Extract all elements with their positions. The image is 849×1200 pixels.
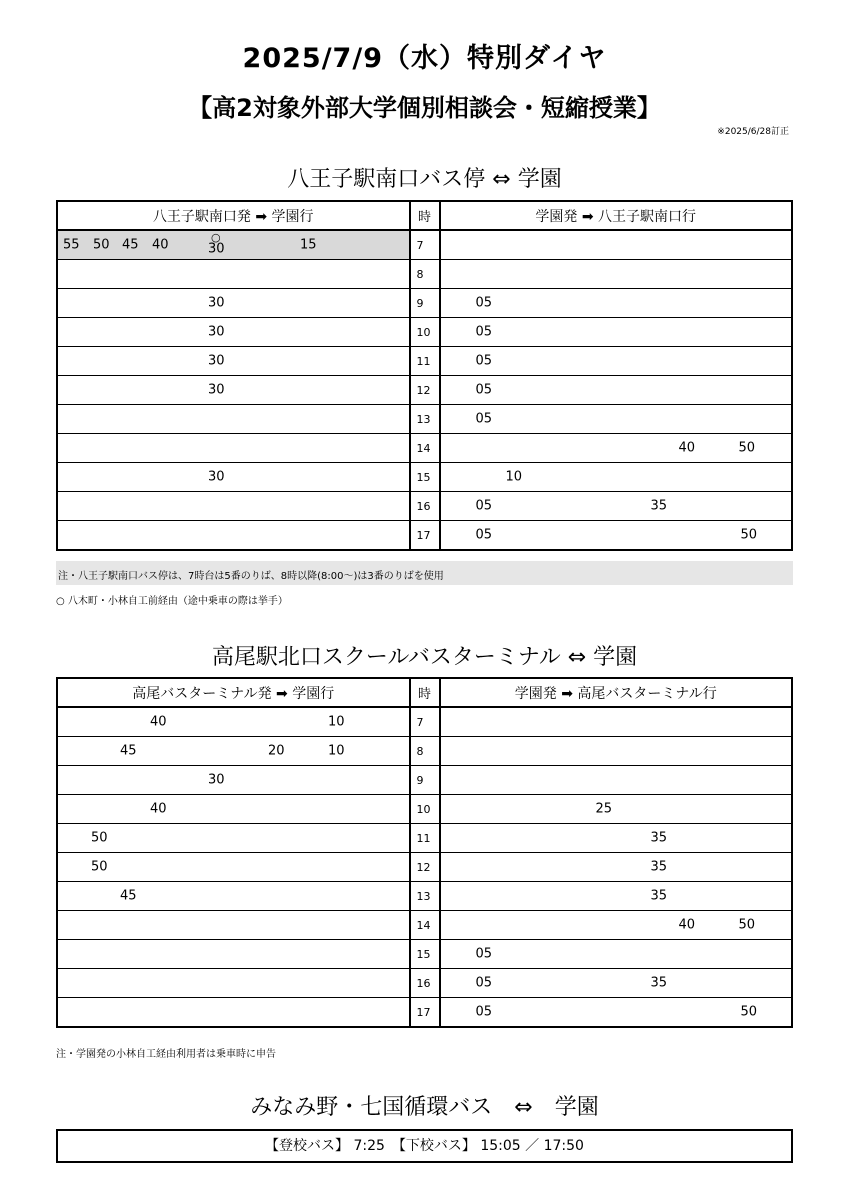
takao-from-minute: 40: [678, 917, 696, 933]
takao-hour-cell: 9: [410, 766, 440, 795]
hachioji-to-minute: 30: [208, 353, 225, 369]
hachioji-row-10: [57, 318, 792, 347]
hachioji-to-minute: 30: [208, 241, 225, 257]
hachioji-note-1: [56, 561, 793, 585]
hachioji-to-cell-12: [57, 376, 410, 405]
takao-to-minute: 45: [120, 743, 137, 759]
hachioji-section-title: 八王子駅南口バス停 ⇔ 学園: [287, 167, 562, 192]
takao-from-cell-12: [440, 853, 793, 882]
takao-to-cell-17: [57, 998, 410, 1028]
takao-hour-cell: 12: [410, 853, 440, 882]
hachioji-col-hour-header: 時: [410, 201, 440, 230]
hachioji-to-minute: 15: [300, 237, 317, 253]
hachioji-row-11: [57, 347, 792, 376]
takao-col-from-header: 学園発 ➡ 高尾バスターミナル行: [440, 678, 793, 707]
hachioji-from-minute: 40: [678, 440, 696, 456]
takao-from-minute: 05: [475, 975, 493, 991]
revision-note: ※2025/6/28訂正: [717, 127, 789, 137]
takao-from-cell-9: [440, 766, 793, 795]
takao-row-13: [57, 882, 792, 911]
takao-to-cell-12: [57, 853, 410, 882]
takao-row-7: [57, 707, 792, 737]
takao-from-cell-15: [440, 940, 793, 969]
loop-section-title: みなみ野・七国循環バス ⇔ 学園: [250, 1095, 599, 1120]
takao-hour-cell: 11: [410, 824, 440, 853]
hachioji-from-cell-17: [440, 521, 793, 551]
takao-row-14: [57, 911, 792, 940]
hachioji-to-minute: 40: [152, 237, 169, 253]
takao-from-minute: 50: [740, 1004, 758, 1020]
hachioji-note-2: ○ 八木町・小林自工前経由（途中乗車の際は挙手）: [56, 596, 288, 607]
hachioji-to-cell-7: [57, 230, 410, 260]
hachioji-to-cell-17: [57, 521, 410, 551]
hachioji-from-minute: 05: [475, 382, 493, 398]
takao-row-11: [57, 824, 792, 853]
takao-row-8: [57, 737, 792, 766]
hachioji-from-minute: 05: [475, 353, 493, 369]
hachioji-row-15: [57, 463, 792, 492]
hachioji-to-minute: 30: [208, 324, 225, 340]
hachioji-col-from-header: 学園発 ➡ 八王子駅南口行: [440, 201, 793, 230]
hachioji-row-7: [57, 230, 792, 260]
takao-row-9: [57, 766, 792, 795]
hachioji-row-12: [57, 376, 792, 405]
takao-from-minute: 25: [595, 801, 613, 817]
hachioji-to-minute: 30: [208, 382, 225, 398]
hachioji-hour-cell: 10: [410, 318, 440, 347]
takao-to-minute: 50: [91, 830, 108, 846]
hachioji-from-minute: 50: [740, 527, 758, 543]
hachioji-hour-cell: 13: [410, 405, 440, 434]
takao-from-cell-8: [440, 737, 793, 766]
takao-hour-cell: 14: [410, 911, 440, 940]
takao-to-cell-16: [57, 969, 410, 998]
takao-to-minute: 10: [328, 743, 345, 759]
hachioji-from-cell-14: [440, 434, 793, 463]
takao-row-12: [57, 853, 792, 882]
takao-to-minute: 45: [120, 888, 137, 904]
hachioji-row-14: [57, 434, 792, 463]
takao-timetable: [56, 677, 793, 1028]
hachioji-hour-cell: 17: [410, 521, 440, 551]
takao-to-cell-10: [57, 795, 410, 824]
hachioji-to-cell-13: [57, 405, 410, 434]
takao-to-minute: 10: [328, 714, 345, 730]
hachioji-note-1-text: 注・八王子駅南口バス停は、7時台は5番のりば、8時以降(8:00～)は3番のりばを使用: [58, 571, 444, 582]
hachioji-hour-cell: 16: [410, 492, 440, 521]
takao-to-minute: 40: [150, 801, 167, 817]
takao-hour-cell: 17: [410, 998, 440, 1028]
hachioji-from-cell-16: [440, 492, 793, 521]
takao-from-cell-13: [440, 882, 793, 911]
hachioji-to-cell-14: [57, 434, 410, 463]
takao-from-cell-7: [440, 707, 793, 737]
hachioji-from-cell-10: [440, 318, 793, 347]
takao-from-cell-10: [440, 795, 793, 824]
hachioji-from-minute: 10: [505, 469, 523, 485]
hachioji-hour-cell: 15: [410, 463, 440, 492]
hachioji-hour-cell: 9: [410, 289, 440, 318]
hachioji-from-cell-11: [440, 347, 793, 376]
takao-to-cell-9: [57, 766, 410, 795]
takao-hour-cell: 8: [410, 737, 440, 766]
via-yagi-circle-mark: ○: [211, 231, 221, 244]
takao-row-16: [57, 969, 792, 998]
hachioji-from-cell-8: [440, 260, 793, 289]
takao-to-cell-13: [57, 882, 410, 911]
takao-to-minute: 50: [91, 859, 108, 875]
hachioji-from-minute: 50: [738, 440, 756, 456]
hachioji-hour-cell: 8: [410, 260, 440, 289]
hachioji-row-9: [57, 289, 792, 318]
takao-to-minute: 20: [268, 743, 285, 759]
hachioji-to-minute: 30: [208, 469, 225, 485]
hachioji-from-minute: 35: [650, 498, 668, 514]
takao-to-minute: 30: [208, 772, 225, 788]
takao-from-minute: 50: [738, 917, 756, 933]
hachioji-from-minute: 05: [475, 498, 493, 514]
hachioji-from-cell-13: [440, 405, 793, 434]
takao-col-hour-header: 時: [410, 678, 440, 707]
takao-from-cell-11: [440, 824, 793, 853]
takao-hour-cell: 10: [410, 795, 440, 824]
page-title: 2025/7/9（水）特別ダイヤ: [242, 43, 607, 74]
hachioji-from-cell-15: [440, 463, 793, 492]
hachioji-to-cell-15: [57, 463, 410, 492]
takao-to-cell-7: [57, 707, 410, 737]
takao-from-minute: 35: [650, 975, 668, 991]
takao-row-10: [57, 795, 792, 824]
hachioji-to-cell-8: [57, 260, 410, 289]
takao-from-minute: 35: [650, 830, 668, 846]
hachioji-col-to-header: 八王子駅南口発 ➡ 学園行: [57, 201, 410, 230]
hachioji-from-minute: 05: [475, 295, 493, 311]
takao-from-minute: 35: [650, 859, 668, 875]
takao-from-minute: 05: [475, 946, 493, 962]
takao-from-minute: 35: [650, 888, 668, 904]
hachioji-to-minute: 55: [63, 237, 80, 253]
hachioji-from-minute: 05: [475, 324, 493, 340]
hachioji-row-17: [57, 521, 792, 551]
takao-hour-cell: 15: [410, 940, 440, 969]
hachioji-hour-cell: 12: [410, 376, 440, 405]
hachioji-from-minute: 05: [475, 527, 493, 543]
hachioji-hour-cell: 11: [410, 347, 440, 376]
takao-from-minute: 05: [475, 1004, 493, 1020]
takao-from-cell-17: [440, 998, 793, 1028]
hachioji-from-cell-9: [440, 289, 793, 318]
hachioji-row-13: [57, 405, 792, 434]
takao-from-cell-16: [440, 969, 793, 998]
takao-to-cell-11: [57, 824, 410, 853]
hachioji-from-cell-7: [440, 230, 793, 260]
hachioji-row-16: [57, 492, 792, 521]
takao-to-minute: 40: [150, 714, 167, 730]
takao-col-to-header: 高尾バスターミナル発 ➡ 学園行: [57, 678, 410, 707]
takao-note-1: 注・学園発の小林自工経由利用者は乗車時に申告: [56, 1049, 276, 1060]
hachioji-hour-cell: 7: [410, 230, 440, 260]
hachioji-row-8: [57, 260, 792, 289]
takao-hour-cell: 13: [410, 882, 440, 911]
takao-from-cell-14: [440, 911, 793, 940]
hachioji-timetable: [56, 200, 793, 551]
hachioji-to-minute: 30: [208, 295, 225, 311]
hachioji-hour-cell: 14: [410, 434, 440, 463]
takao-section-title: 高尾駅北口スクールバスターミナル ⇔ 学園: [211, 645, 638, 670]
loop-bus-info: 【登校バス】 7:25 【下校バス】 15:05 ／ 17:50: [56, 1129, 793, 1163]
hachioji-to-cell-10: [57, 318, 410, 347]
takao-row-17: [57, 998, 792, 1028]
takao-to-cell-14: [57, 911, 410, 940]
hachioji-to-minute: 45: [122, 237, 139, 253]
hachioji-to-cell-16: [57, 492, 410, 521]
hachioji-to-minute: 50: [93, 237, 110, 253]
takao-to-cell-8: [57, 737, 410, 766]
page-subtitle: 【高2対象外部大学個別相談会・短縮授業】: [188, 94, 661, 122]
hachioji-from-cell-12: [440, 376, 793, 405]
takao-to-cell-15: [57, 940, 410, 969]
hachioji-to-cell-9: [57, 289, 410, 318]
takao-hour-cell: 16: [410, 969, 440, 998]
hachioji-to-cell-11: [57, 347, 410, 376]
takao-row-15: [57, 940, 792, 969]
hachioji-from-minute: 05: [475, 411, 493, 427]
takao-hour-cell: 7: [410, 707, 440, 737]
